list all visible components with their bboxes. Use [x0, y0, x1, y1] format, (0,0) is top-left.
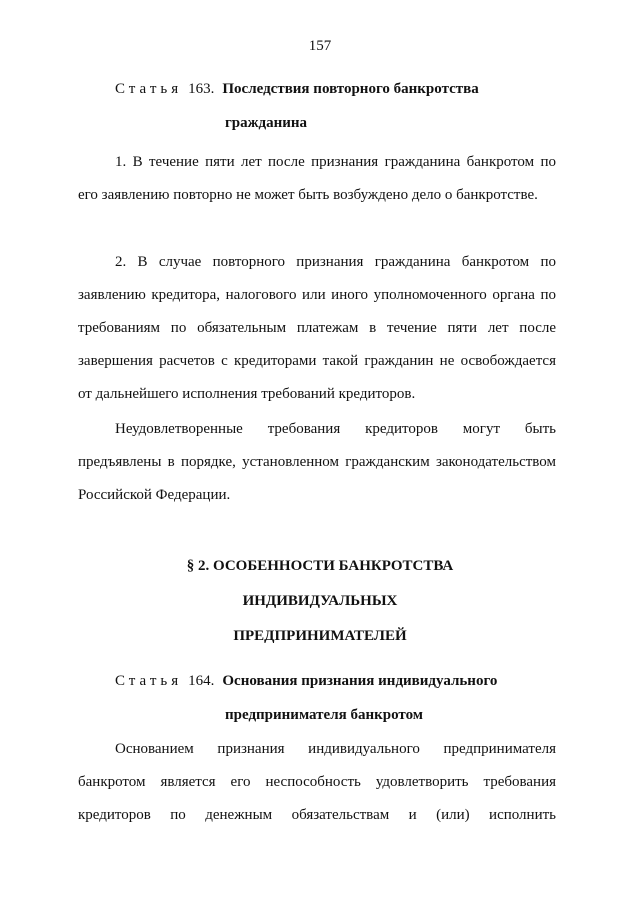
article-164-heading [115, 664, 575, 732]
paragraph-3: Неудовлетворенные требования кредиторов могут быть предъявлены в порядке, установленном гражданским законодательством Российской Федерации. [78, 421, 556, 503]
page-number: 157 [308, 38, 332, 54]
article-title-line1: Последствия повторного банкротства [222, 81, 479, 97]
section-heading-line3: ПРЕДПРИНИМАТЕЛЕЙ [233, 628, 407, 644]
paragraph-1: 1. В течение пяти лет после признания гражданина банкротом по его заявлению повторно не может быть возбуждено дело о банкротстве. [78, 154, 556, 203]
article-163-heading [115, 72, 575, 140]
article-title-line2: предпринимателя банкротом [225, 707, 424, 723]
article-title-line2: гражданина [225, 115, 308, 131]
section-heading-line2: ИНДИВИДУАЛЬНЫХ [242, 593, 398, 609]
paragraph-4-line3: кредиторов по денежным обязательствам и (или) исполнить [78, 807, 556, 823]
article-title-line1: Основания признания индивидуального [222, 673, 498, 689]
paragraph-2: 2. В случае повторного признания гражданина банкротом по заявлению кредитора, налогового или иного уполномоченного органа по требованиям по обязательным платежам в течение пяти лет после завершения расчетов с кредиторами такой гражданин не освобождается от дальнейшего исполнения требований кредиторов. [78, 254, 556, 402]
section-heading-line1: § 2. ОСОБЕННОСТИ БАНКРОТСТВА [186, 558, 454, 574]
article-word: Статья [115, 81, 183, 97]
article-word: Статья [115, 673, 183, 689]
paragraph-4-line1: Основанием признания индивидуального предпринимателя [115, 741, 556, 757]
article-number: 163. [188, 81, 215, 97]
article-number: 164. [188, 673, 215, 689]
paragraph-4-line2: банкротом является его неспособность удовлетворить требования [78, 774, 556, 790]
